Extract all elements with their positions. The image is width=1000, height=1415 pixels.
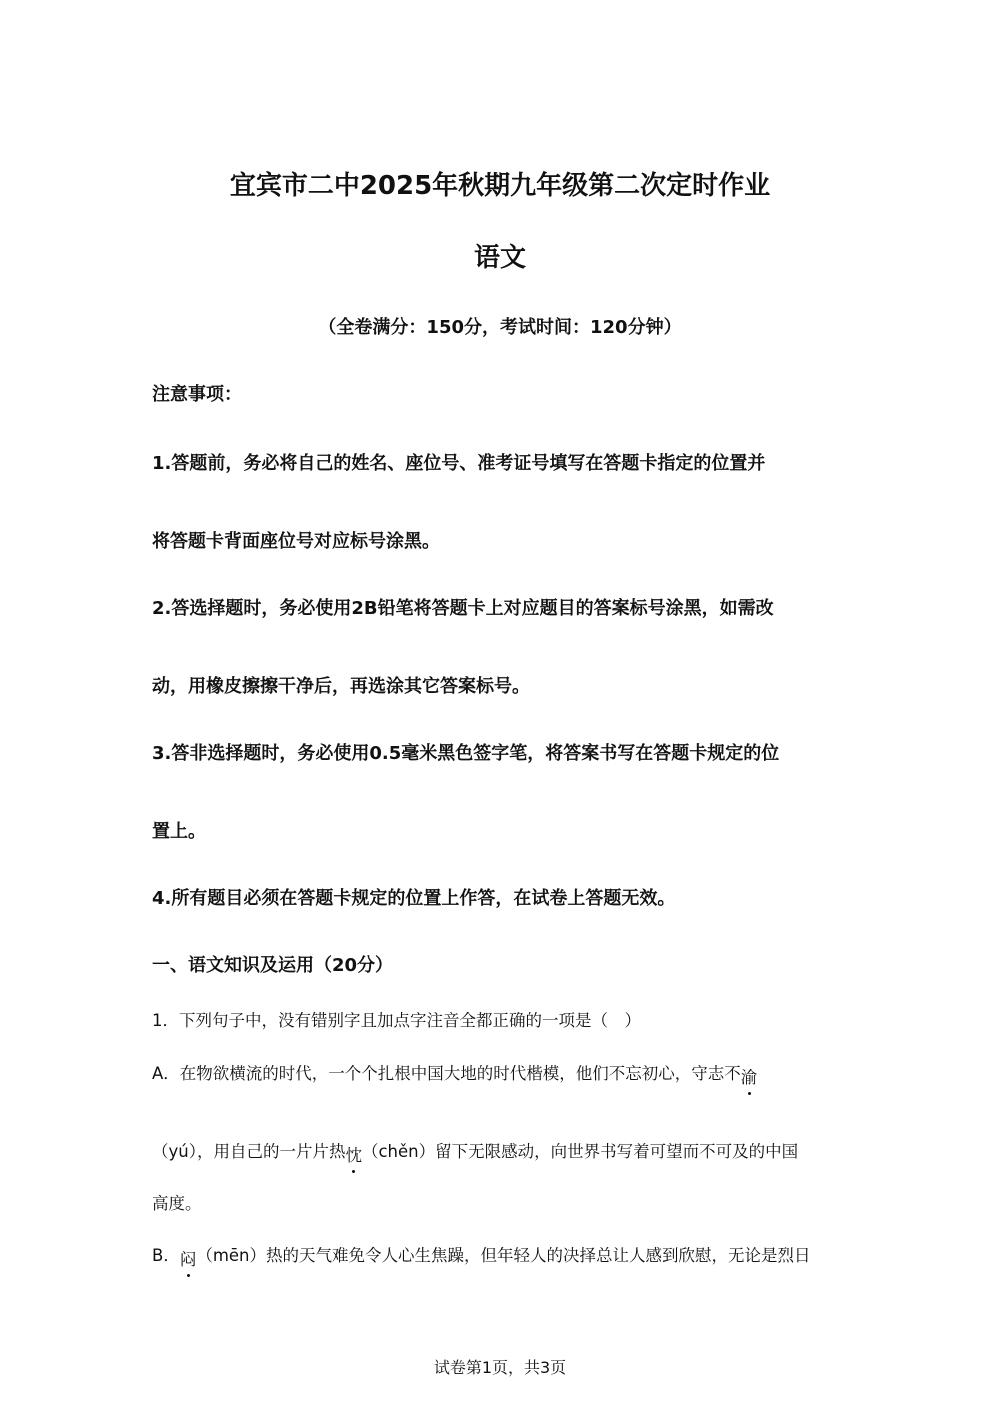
option-b-dotted-char-1: 闷	[180, 1247, 197, 1273]
option-a-line-3: 高度。	[152, 1194, 202, 1213]
notice-item-1-line-2: 将答题卡背面座位号对应标号涂黑。	[152, 531, 440, 552]
notice-item-3-line-1: 3.答非选择题时，务必使用0.5毫米黑色签字笔，将答案书写在答题卡规定的位	[152, 743, 780, 764]
notice-item-3-line-2: 置上。	[152, 821, 206, 842]
notice-item-2-line-1: 2.答选择题时，务必使用2B铅笔将答题卡上对应题目的答案标号涂黑，如需改	[152, 598, 774, 619]
exam-subject: 语文	[473, 243, 526, 273]
option-a-line-1	[152, 1061, 872, 1087]
section-1-heading: 一、语文知识及运用（20分）	[152, 955, 394, 976]
option-b-line-1	[152, 1243, 872, 1269]
notice-item-4: 4.所有题目必须在答题卡规定的位置上作答，在试卷上答题无效。	[152, 888, 676, 909]
option-a-dotted-char-1: 渝	[741, 1065, 758, 1091]
option-a-line-2	[152, 1139, 872, 1165]
option-a-text: A．在物欲横流的时代，一个个扎根中国大地的时代楷模，他们不忘初心，守志不	[152, 1064, 741, 1083]
exam-meta: （全卷满分：150分，考试时间：120分钟）	[318, 317, 682, 338]
option-a-dotted-char-2: 忱	[345, 1143, 362, 1169]
notice-item-2-line-2: 动，用橡皮擦擦干净后，再选涂其它答案标号。	[152, 676, 530, 697]
notice-item-1-line-1: 1.答题前，务必将自己的姓名、座位号、准考证号填写在答题卡指定的位置并	[152, 453, 766, 474]
exam-title: 宜宾市二中2025年秋期九年级第二次定时作业	[229, 171, 771, 201]
option-b-text: （mēn）热的天气难免令人心生焦躁，但年轻人的决择总让人感到欣慰，无论是烈日	[196, 1246, 811, 1265]
notice-heading: 注意事项：	[152, 384, 242, 405]
question-1-stem: 1．下列句子中，没有错别字且加点字注音全都正确的一项是（ ）	[152, 1011, 641, 1030]
page-footer: 试卷第1页，共3页	[433, 1358, 567, 1377]
option-a-text-3: （chěn）留下无限感动，向世界书写着可望而不可及的中国	[361, 1142, 799, 1161]
option-a-text-2: （yú），用自己的一片片热	[152, 1142, 346, 1161]
option-b-prefix: B．	[152, 1246, 180, 1265]
